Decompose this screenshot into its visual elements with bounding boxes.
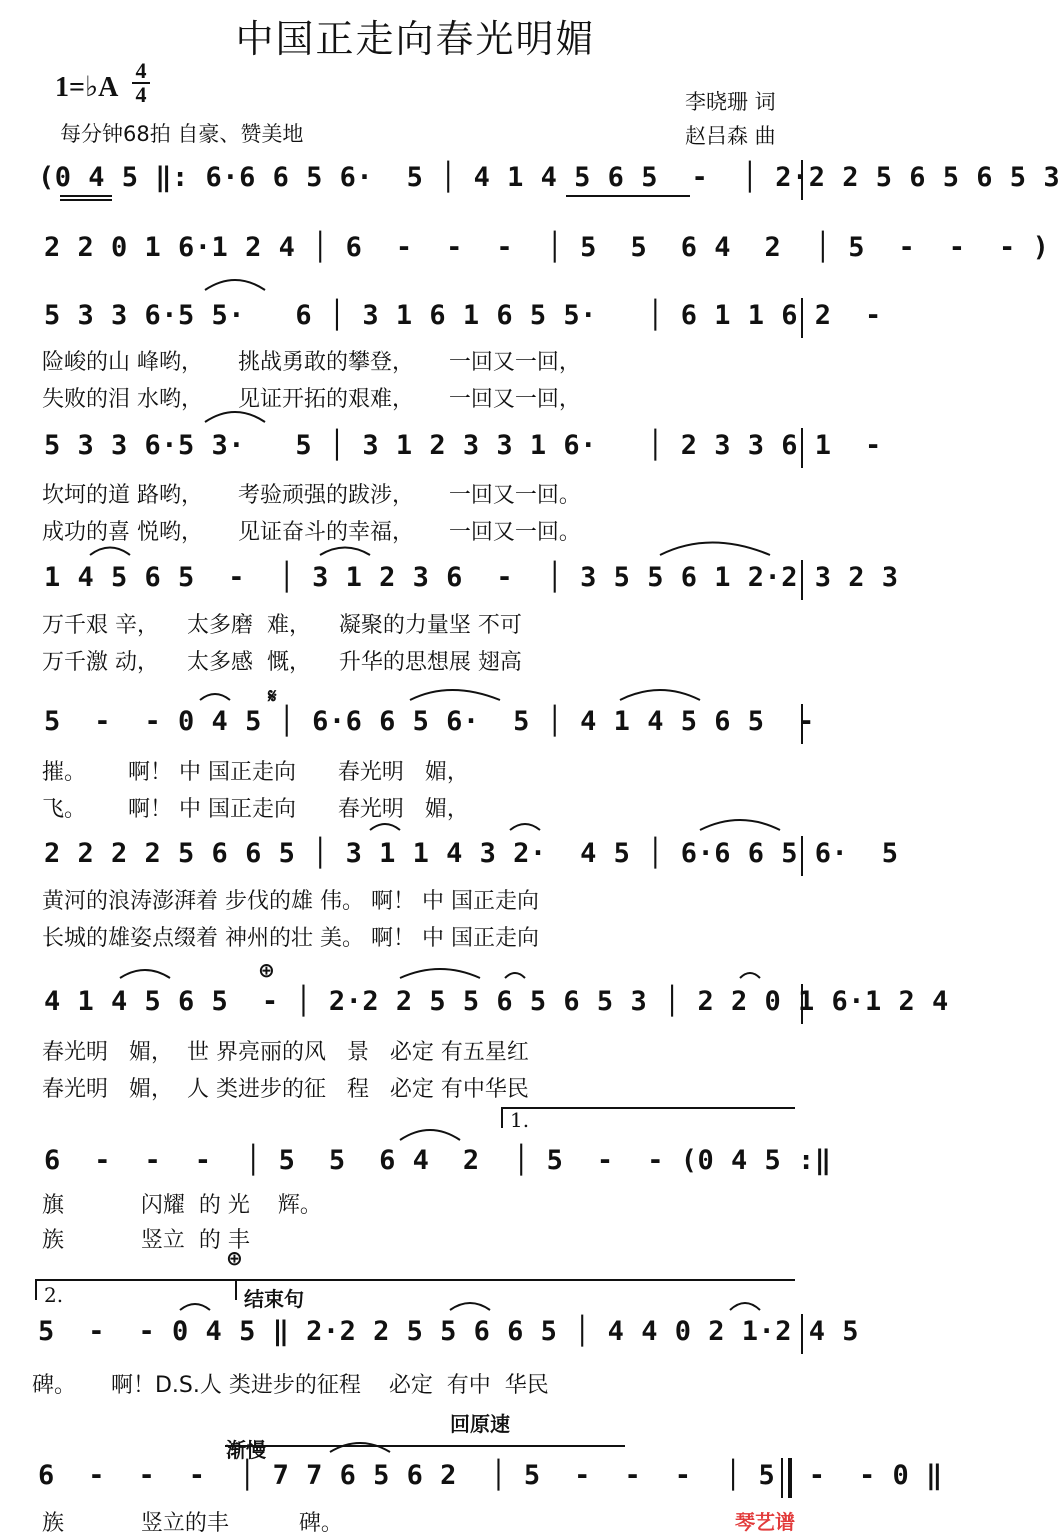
notation-row-10: 5 - - 0 4 5 ‖ 2·2 2 5 5 6 6 5 │ 4 4 0 2 1·2 4 5 [38, 1316, 860, 1347]
watermark-logo: 琴艺谱 [735, 1510, 795, 1534]
lyrics-row-5-verse-2: 万千激 动， 太多感 慨， 升华的思想展 翅高 [42, 650, 522, 675]
volta-1-label: 1. [510, 1108, 530, 1132]
composer-credit: 赵吕森 曲 [685, 124, 776, 148]
notation-row-2: 2 2 0 1 6·1 2 4 │ 6 - - - │ 5 5 6 4 2 │ 5 - - - ) [44, 232, 1050, 263]
ritardando-label: 渐慢 [226, 1438, 266, 1462]
lyrics-row-9-verse-1: 旗 闪耀 的 光 辉。 [42, 1193, 322, 1218]
key-signature: 1=♭A [55, 72, 119, 103]
lyrics-row-9-verse-2: 族 竖立 的 丰 [42, 1228, 250, 1253]
lyrics-row-7-verse-1: 黄河的浪涛澎湃着 步伐的雄 伟。 啊！ 中 国正走向 [42, 889, 539, 914]
volta-2-label: 2. [44, 1283, 64, 1307]
lyricist-credit: 李晓珊 词 [685, 90, 776, 114]
notation-row-3: 5 3 3 6·5 5· 6 │ 3 1 6 1 6 5 5· │ 6 1 1 6 2 - [44, 300, 882, 331]
lyrics-row-7-verse-2: 长城的雄姿点缀着 神州的壮 美。 啊！ 中 国正走向 [42, 926, 539, 951]
notation-row-1: (0 4 5 ‖: 6·6 6 5 6· 5 │ 4 1 4 5 6 5 - │ 2·2 2 5 6 5 6 5 3 [38, 162, 1060, 193]
ending-label: 结束句 [244, 1287, 304, 1311]
coda-mark-1: ⊕ [258, 958, 275, 982]
lyrics-row-4-verse-1: 坎坷的道 路哟， 考验顽强的跋涉， 一回又一回。 [42, 483, 581, 508]
notation-row-7: 2 2 2 2 5 6 6 5 │ 3 1 1 4 3 2· 4 5 │ 6·6 6 5 6· 5 [44, 838, 899, 869]
tempo-marking: 每分钟68拍 自豪、赞美地 [60, 122, 304, 146]
lyrics-row-4-verse-2: 成功的喜 悦哟， 见证奋斗的幸福， 一回又一回。 [42, 520, 581, 545]
notation-row-6: 5 - - 0 4 5 │ 6·6 6 5 6· 5 │ 4 1 4 5 6 5 - [44, 706, 815, 737]
lyrics-row-6-verse-1: 摧。 啊！ 中 国正走向 春光明 媚， [42, 760, 469, 785]
lyrics-row-11: 族 竖立的丰 碑。 [42, 1511, 343, 1536]
lyrics-row-3-verse-2: 失败的泪 水哟， 见证开拓的艰难， 一回又一回， [42, 387, 581, 412]
page-title: 中国正走向春光明媚 [235, 17, 596, 61]
lyrics-row-10: 碑。 啊！D.S.人 类进步的征程 必定 有中 华民 [32, 1373, 549, 1398]
a-tempo-label: 回原速 [450, 1412, 510, 1436]
lyrics-row-8-verse-1: 春光明 媚， 世 界亮丽的风 景 必定 有五星红 [42, 1040, 529, 1065]
lyrics-row-3-verse-1: 险峻的山 峰哟， 挑战勇敢的攀登， 一回又一回， [42, 350, 581, 375]
coda-mark-2: ⊕ [226, 1246, 243, 1270]
lyrics-row-5-verse-1: 万千艰 辛， 太多磨 难， 凝聚的力量坚 不可 [42, 613, 522, 638]
time-signature-bottom: 4 [135, 82, 147, 107]
time-signature-top: 4 [135, 58, 147, 83]
notation-row-11: 6 - - - │ 7 7 6 5 6 2 │ 5 - - - │ 5 - - 0 ‖ [38, 1460, 943, 1491]
time-signature [132, 60, 150, 106]
notation-row-9: 6 - - - │ 5 5 6 4 2 │ 5 - - (0 4 5 :‖ [44, 1145, 832, 1176]
notation-row-8: 4 1 4 5 6 5 - │ 2·2 2 5 5 6 5 6 5 3 │ 2 2 0 1 6·1 2 4 [44, 986, 949, 1017]
notation-row-4: 5 3 3 6·5 3· 5 │ 3 1 2 3 3 1 6· │ 2 3 3 6 1 - [44, 430, 882, 461]
lyrics-row-6-verse-2: 飞。 啊！ 中 国正走向 春光明 媚， [42, 797, 469, 822]
lyrics-row-8-verse-2: 春光明 媚， 人 类进步的征 程 必定 有中华民 [42, 1077, 529, 1102]
notation-row-5: 1 4 5 6 5 - │ 3 1 2 3 6 - │ 3 5 5 6 1 2·2 3 2 3 [44, 562, 899, 593]
segno-mark: 𝄋 [268, 684, 277, 708]
